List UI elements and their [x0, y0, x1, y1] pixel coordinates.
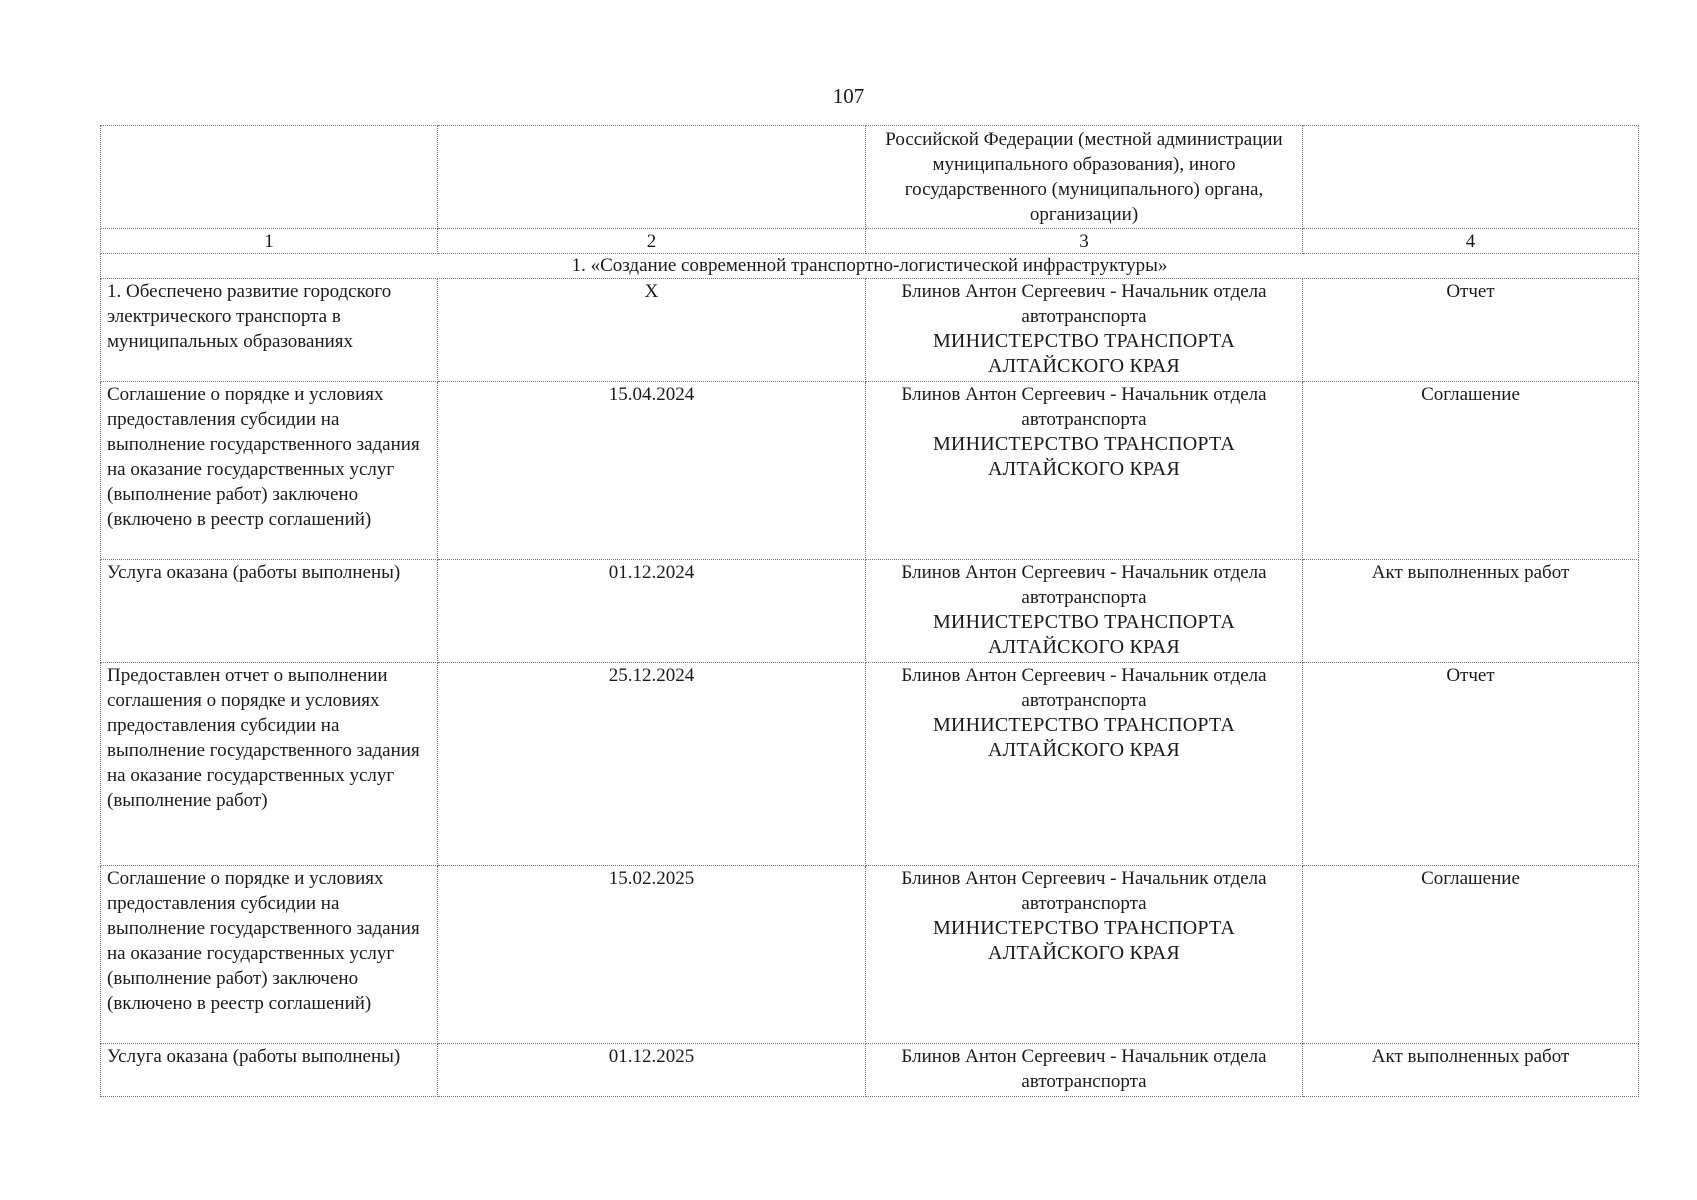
header-cell-col4	[1303, 126, 1639, 229]
event-cell: Предоставлен отчет о выполнении соглашения о порядке и условиях предоставления субсидии на выполнение государственного задания на оказание государственных услуг (выполнение работ)	[101, 663, 438, 866]
document-cell: Акт выполненных работ	[1303, 560, 1639, 663]
control-points-table	[100, 125, 1639, 1097]
column-number: 4	[1303, 229, 1639, 254]
responsible-org: МИНИСТЕРСТВО ТРАНСПОРТА АЛТАЙСКОГО КРАЯ	[932, 433, 1236, 480]
section-row	[101, 254, 1639, 279]
responsible-cell	[866, 382, 1303, 560]
responsible-cell	[866, 1044, 1303, 1097]
table-row	[101, 560, 1639, 663]
responsible-cell	[866, 560, 1303, 663]
event-cell: Услуга оказана (работы выполнены)	[101, 560, 438, 663]
column-number: 2	[438, 229, 866, 254]
column-number: 3	[866, 229, 1303, 254]
responsible-person: Блинов Антон Сергеевич - Начальник отдела автотранспорта	[901, 665, 1267, 711]
responsible-org: МИНИСТЕРСТВО ТРАНСПОРТА АЛТАЙСКОГО КРАЯ	[932, 714, 1236, 761]
responsible-org: МИНИСТЕРСТВО ТРАНСПОРТА АЛТАЙСКОГО КРАЯ	[932, 330, 1236, 377]
table-row	[101, 866, 1639, 1044]
event-cell: 1. Обеспечено развитие городского электрического транспорта в муниципальных образованиях	[101, 279, 438, 382]
document-cell: Акт выполненных работ	[1303, 1044, 1639, 1097]
event-cell: Соглашение о порядке и условиях предоставления субсидии на выполнение государственного задания на оказание государственных услуг (выполнение работ) заключено (включено в реестр соглашений)	[101, 382, 438, 560]
responsible-person: Блинов Антон Сергеевич - Начальник отдела автотранспорта	[901, 868, 1267, 914]
date-cell: 15.04.2024	[438, 382, 866, 560]
event-cell: Соглашение о порядке и условиях предоставления субсидии на выполнение государственного задания на оказание государственных услуг (выполнение работ) заключено (включено в реестр соглашений)	[101, 866, 438, 1044]
date-cell: 01.12.2024	[438, 560, 866, 663]
responsible-person: Блинов Антон Сергеевич - Начальник отдела автотранспорта	[901, 562, 1267, 608]
date-cell: 15.02.2025	[438, 866, 866, 1044]
table-row	[101, 279, 1639, 382]
table-row	[101, 382, 1639, 560]
responsible-cell	[866, 663, 1303, 866]
page-number: 107	[832, 84, 865, 108]
section-title: 1. «Создание современной транспортно-логистической инфраструктуры»	[101, 254, 1639, 279]
document-cell: Соглашение	[1303, 866, 1639, 1044]
responsible-org: МИНИСТЕРСТВО ТРАНСПОРТА АЛТАЙСКОГО КРАЯ	[932, 611, 1236, 658]
header-cell-col3: Российской Федерации (местной администрации муниципального образования), иного государственного (муниципального) органа, организации)	[866, 126, 1303, 229]
document-cell: Соглашение	[1303, 382, 1639, 560]
header-cell-col1	[101, 126, 438, 229]
date-cell: X	[438, 279, 866, 382]
date-cell: 01.12.2025	[438, 1044, 866, 1097]
responsible-person: Блинов Антон Сергеевич - Начальник отдела автотранспорта	[901, 384, 1267, 430]
column-number-row	[101, 229, 1639, 254]
header-continuation-row	[101, 126, 1639, 229]
document-cell: Отчет	[1303, 663, 1639, 866]
header-cell-col2	[438, 126, 866, 229]
event-cell: Услуга оказана (работы выполнены)	[101, 1044, 438, 1097]
column-number: 1	[101, 229, 438, 254]
responsible-person: Блинов Антон Сергеевич - Начальник отдела автотранспорта	[901, 1046, 1267, 1092]
table-row	[101, 1044, 1639, 1097]
table-row	[101, 663, 1639, 866]
responsible-cell	[866, 279, 1303, 382]
responsible-org: МИНИСТЕРСТВО ТРАНСПОРТА АЛТАЙСКОГО КРАЯ	[932, 917, 1236, 964]
responsible-cell	[866, 866, 1303, 1044]
document-cell: Отчет	[1303, 279, 1639, 382]
date-cell: 25.12.2024	[438, 663, 866, 866]
responsible-person: Блинов Антон Сергеевич - Начальник отдела автотранспорта	[901, 281, 1267, 327]
